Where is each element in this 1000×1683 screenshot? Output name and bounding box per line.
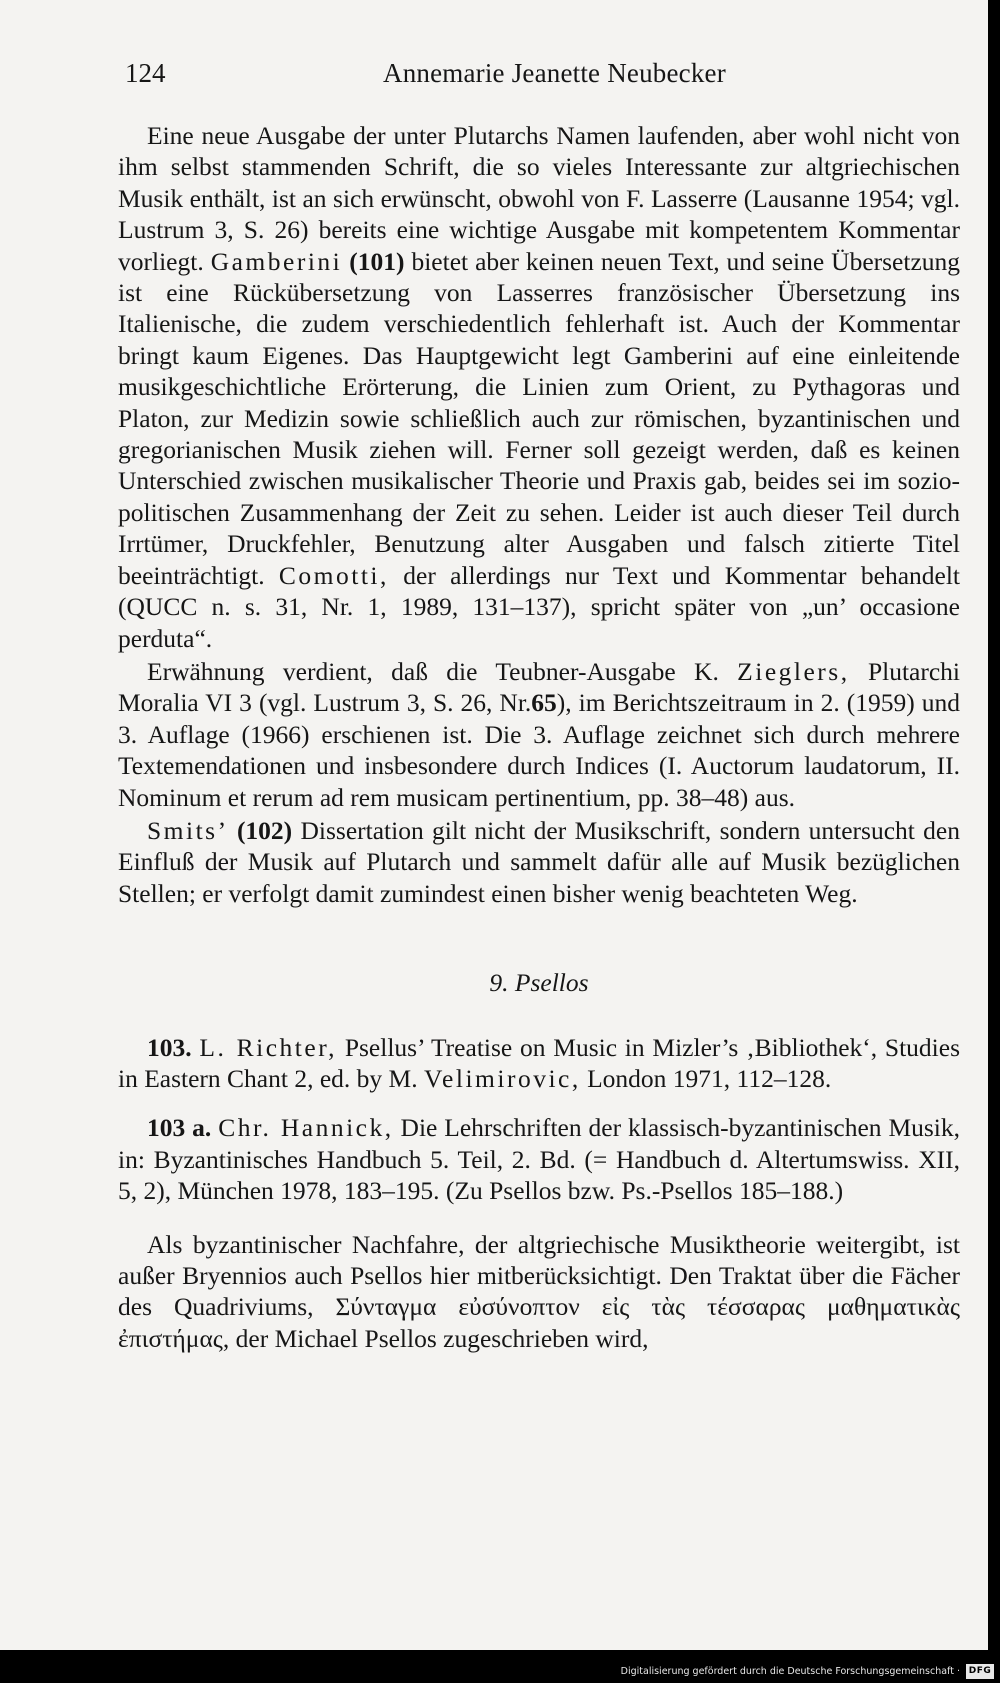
author-name: Zieglers, bbox=[737, 656, 850, 686]
reference-number: 65 bbox=[531, 688, 557, 718]
page-number: 124 bbox=[125, 58, 166, 88]
paragraph-ziegler bbox=[118, 656, 960, 813]
paragraph-text: ), im Berichtszeitraum in 2. (1959) und 3. Auflage (1966) erschienen ist. Die 3. Auflage zeichnet sich durch mehrere Textemendationen und insbesondere durch Indices (I. Auctorum laudatorum, II. Nominum et rerum ad rem musicam pertinentium, pp. 38–48) aus. bbox=[118, 688, 960, 812]
entry-text: Die Lehrschriften der klassisch-byzantinischen Musik, in: Byzantinisches Handbuch 5. Teil, 2. Bd. (= Handbuch d. Altertumswiss. XII, 5, 2), München 1978, 183–195. (Zu Psellos bzw. Ps.-Psellos 185–188.) bbox=[118, 1113, 961, 1206]
paragraph-text: bietet aber keinen neuen Text, und seine Übersetzung ist eine Rückübersetzung von Lasserres französischer Übersetzung ins Italienische, die zudem verschiedentlich fehlerhaft ist. Auch der Kommentar bringt kaum Eigenes. Das Hauptgewicht legt Gamberini auf eine einleitende musikgeschichtliche Erörterung, die Linien zum Orient, zu Pythagoras und Platon, zur Medizin sowie schließlich auch zur römischen, byzantinischen und gregorianischen Musik ziehen will. Ferner soll gezeigt werden, daß es keinen Unterschied zwischen musikalischer Theorie und Praxis gab, beides sei im sozio-politischen Zusammenhang der Zeit zu sehen. Leider ist auch dieser Teil durch Irrtümer, Druckfehler, Benutzung alter Ausgaben und falsch zitierte Titel beeinträchtigt. bbox=[118, 246, 961, 590]
paragraph-text: der allerdings nur Text und Kommentar behandelt (QUCC n. s. 31, Nr. 1, 1989, 131–137), spricht später von „un’ occasione perduta“. bbox=[118, 560, 961, 653]
author-name: Smits’ bbox=[147, 815, 229, 845]
paragraph-gamberini bbox=[118, 120, 960, 654]
entry-text: Psellus’ Treatise on Music in Mizler’s ‚Bibliothek‘, Studies in Eastern Chant 2, ed. by M. bbox=[118, 1032, 960, 1093]
body-text bbox=[118, 120, 960, 1354]
entry-number: 103. bbox=[147, 1032, 192, 1062]
entry-text: London 1971, 112–128. bbox=[587, 1063, 832, 1093]
paragraph-text: Plutarchi Moralia VI 3 (vgl. Lustrum 3, S. 26, Nr. bbox=[118, 656, 961, 718]
dfg-logo: DFG bbox=[966, 1664, 994, 1679]
bibliography-entry bbox=[118, 1112, 960, 1206]
entry-editor: Velimirovic, bbox=[423, 1063, 581, 1093]
entry-number: 103 a. bbox=[147, 1113, 212, 1143]
entry-author: Chr. Hannick, bbox=[218, 1113, 394, 1143]
reference-number: (101) bbox=[349, 246, 405, 276]
paragraph-psellos: Als byzantinischer Nachfahre, der altgriechische Musiktheorie weitergibt, ist außer Bryennios auch Psellos hier mitberücksichtigt. Den Traktat über die Fächer des Quadriviums, Σύνταγμα εὐσύνοπτον εἰς τὰς τέσσαρας μαθηματικὰς ἐπιστήμας, der Michael Psellos zugeschrieben wird, bbox=[118, 1229, 960, 1353]
section-heading: 9. Psellos bbox=[489, 968, 589, 998]
paragraph-smits bbox=[118, 815, 960, 909]
bibliography-entry bbox=[118, 1032, 960, 1095]
footer-strip bbox=[0, 1650, 1000, 1683]
paragraph-text: Dissertation gilt nicht der Musikschrift, sondern untersucht den Einfluß der Musik auf Plutarch und sammelt dafür alle auf Musik bezüglichen Stellen; er verfolgt damit zumindest einen bisher wenig beachteten Weg. bbox=[118, 815, 961, 908]
author-name: Gamberini bbox=[210, 246, 343, 276]
running-head: Annemarie Jeanette Neubecker bbox=[383, 58, 726, 88]
funding-note: Digitalisierung gefördert durch die Deutsche Forschungsgemeinschaft · bbox=[620, 1666, 960, 1677]
paragraph-text: Eine neue Ausgabe der unter Plutarchs Namen laufenden, aber wohl nicht von ihm selbst stammenden Schrift, die so vieles Interessante zur altgriechischen Musik enthält, ist an sich erwünscht, obwohl von F. Lasserre (Lausanne 1954; vgl. Lustrum 3, S. 26) bereits eine wichtige Ausgabe mit kompetentem Kommentar vorliegt. bbox=[118, 121, 960, 276]
paragraph-text: Erwähnung verdient, daß die Teubner-Ausgabe K. bbox=[147, 656, 719, 686]
reference-number: (102) bbox=[236, 815, 293, 845]
author-name: Comotti, bbox=[278, 560, 389, 590]
entry-author: L. Richter, bbox=[199, 1032, 338, 1062]
page-header bbox=[125, 55, 955, 91]
